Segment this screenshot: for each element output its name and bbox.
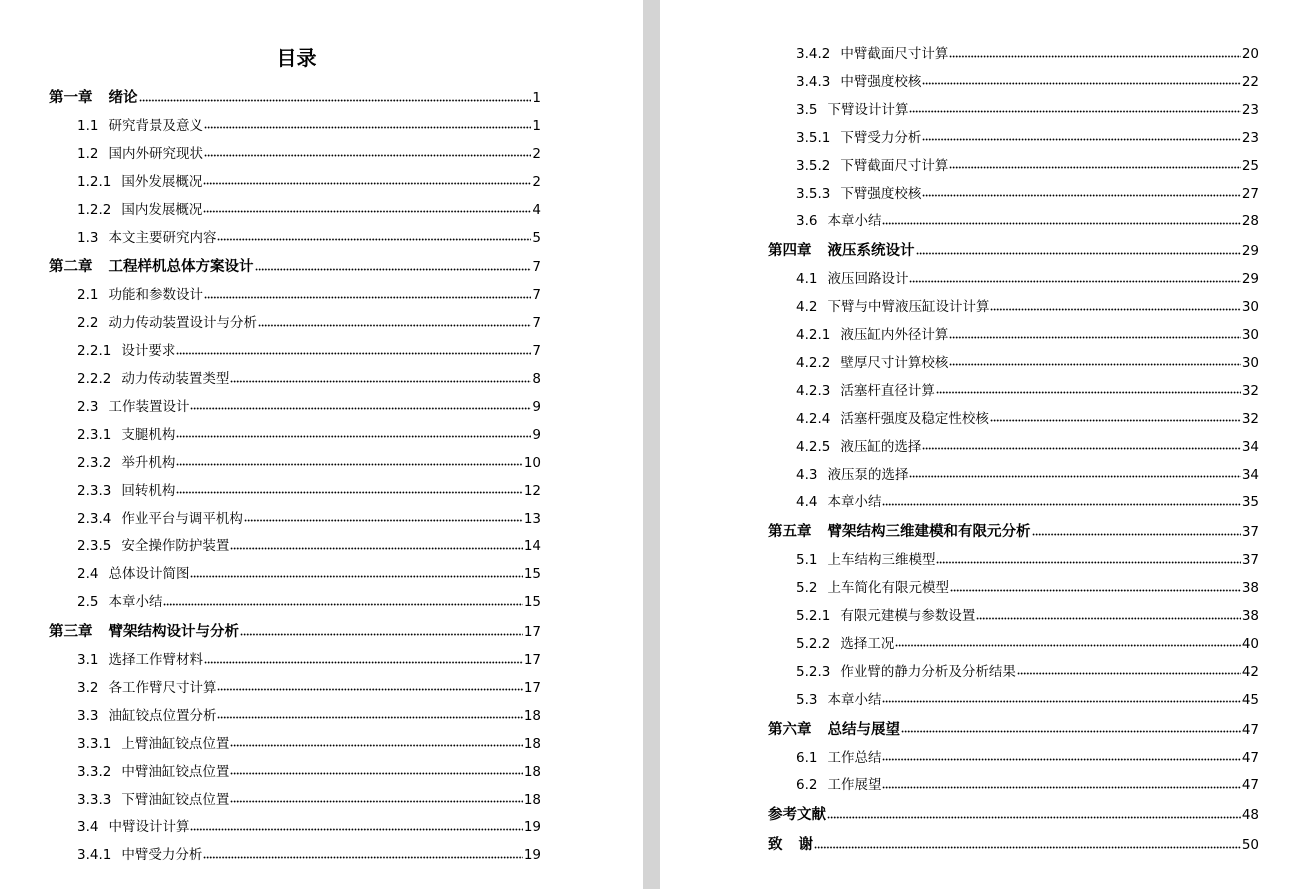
toc-entry-page-number: 34 — [1241, 466, 1259, 483]
toc-entry-page-number: 1 — [532, 117, 541, 134]
toc-entry-title: 下臂受力分析 — [840, 129, 922, 146]
toc-entry-number: 3.4.1 — [77, 847, 112, 864]
toc-entry-title: 举升机构 — [121, 454, 176, 471]
toc-entry-page-number: 25 — [1241, 157, 1259, 174]
toc-entry-title: 动力传动装置类型 — [121, 371, 230, 387]
toc-entry[interactable] — [77, 677, 541, 697]
dot-leader — [990, 305, 1240, 313]
toc-entry-title: 下臂强度校核 — [840, 185, 922, 202]
dot-leader — [203, 180, 531, 188]
toc-entry-number: 1.2.2 — [77, 201, 112, 218]
toc-entry-page-number: 29 — [1241, 243, 1259, 260]
toc-entry-number: 2.3 — [77, 398, 99, 415]
toc-entry-title: 谢 — [798, 837, 813, 854]
dot-leader — [230, 770, 522, 778]
toc-entry-page-number: 47 — [1241, 749, 1259, 766]
dot-leader — [909, 277, 1240, 285]
dot-leader — [217, 686, 522, 694]
dot-leader — [949, 52, 1240, 60]
toc-entry[interactable] — [77, 535, 541, 555]
toc-entry[interactable] — [768, 521, 1259, 541]
toc-entry-title: 作业臂的静力分析及分析结果 — [840, 663, 1016, 680]
dot-leader — [163, 600, 522, 608]
dot-leader — [936, 389, 1241, 397]
toc-entry[interactable] — [77, 705, 541, 725]
dot-leader — [950, 586, 1241, 594]
toc-entry-number: 5.2.1 — [796, 608, 831, 624]
toc-entry-number: 1.3 — [77, 229, 99, 246]
dot-leader — [922, 445, 1240, 453]
toc-entry-title: 活塞杆强度及稳定性校核 — [840, 410, 989, 427]
dot-leader — [176, 461, 522, 469]
toc-entry-number: 3.6 — [796, 213, 818, 230]
toc-entry-title: 本文主要研究内容 — [108, 229, 217, 246]
dot-leader — [190, 825, 522, 833]
toc-entry[interactable] — [77, 480, 541, 500]
toc-entry-page-number: 7 — [532, 259, 541, 276]
toc-entry[interactable] — [796, 661, 1259, 681]
toc-entry[interactable] — [796, 633, 1259, 653]
dot-leader — [814, 843, 1241, 851]
toc-entry-page-number: 50 — [1241, 837, 1259, 854]
dot-leader — [949, 361, 1240, 369]
toc-entry-page-number: 15 — [523, 594, 541, 611]
dot-leader — [922, 192, 1240, 200]
toc-entry-page-number: 7 — [532, 343, 541, 360]
toc-entry-title: 总体设计简图 — [108, 566, 190, 583]
toc-entry-number: 第六章 — [768, 721, 812, 738]
toc-entry[interactable] — [796, 71, 1259, 91]
toc-entry[interactable] — [77, 761, 541, 781]
toc-entry-page-number: 18 — [523, 763, 541, 780]
toc-entry-page-number: 5 — [532, 229, 541, 246]
dot-leader — [230, 742, 522, 750]
toc-entry-number: 4.3 — [796, 466, 818, 483]
dot-leader — [901, 728, 1241, 736]
toc-entry[interactable] — [77, 424, 541, 444]
toc-entry-page-number: 18 — [523, 735, 541, 752]
toc-entry-title: 选择工作臂材料 — [108, 652, 203, 668]
toc-entry-page-number: 42 — [1241, 663, 1259, 680]
toc-entry-page-number: 23 — [1241, 129, 1259, 146]
toc-entry-title: 支腿机构 — [121, 426, 176, 443]
toc-entry-title: 各工作臂尺寸计算 — [108, 679, 217, 696]
toc-entry-title: 工作装置设计 — [108, 398, 190, 415]
toc-entry-page-number: 35 — [1241, 494, 1259, 511]
toc-entry-page-number: 9 — [532, 426, 541, 443]
toc-entry-title: 液压缸内外径计算 — [840, 327, 949, 343]
toc-entry[interactable] — [796, 408, 1259, 428]
toc-entry-title: 作业平台与调平机构 — [121, 510, 243, 527]
toc-entry-number: 4.4 — [796, 494, 818, 511]
toc-entry[interactable] — [77, 563, 541, 583]
toc-entry-number: 4.2.4 — [796, 410, 831, 427]
toc-entry[interactable] — [796, 689, 1259, 709]
toc-entry[interactable] — [796, 183, 1259, 203]
toc-entry-title: 壁厚尺寸计算校核 — [840, 354, 949, 371]
toc-entry-page-number: 38 — [1241, 580, 1259, 597]
toc-entry-page-number: 2 — [532, 145, 541, 162]
toc-entry-page-number: 17 — [523, 679, 541, 696]
toc-entry-title: 工作展望 — [827, 777, 882, 794]
toc-entry-page-number: 2 — [532, 173, 541, 190]
toc-entry-title: 国内发展概况 — [121, 201, 203, 218]
toc-entry[interactable] — [49, 256, 541, 276]
toc-page-right — [660, 0, 1296, 889]
dot-leader — [922, 80, 1240, 88]
toc-entry[interactable] — [796, 491, 1259, 511]
toc-title: 目录 — [276, 46, 317, 70]
toc-entry[interactable] — [796, 99, 1259, 119]
dot-leader — [176, 349, 531, 357]
dot-leader — [976, 614, 1240, 622]
dot-leader — [230, 377, 531, 385]
dot-leader — [1032, 530, 1241, 538]
toc-entry-title: 安全操作防护装置 — [121, 538, 230, 555]
toc-entry[interactable] — [77, 591, 541, 611]
dot-leader — [255, 265, 532, 273]
toc-entry-number: 3.4.3 — [796, 73, 831, 90]
dot-leader — [990, 417, 1241, 425]
toc-entry-title: 下臂与中臂液压缸设计计算 — [827, 299, 990, 316]
toc-entry-title: 本章小结 — [827, 213, 882, 230]
toc-entry[interactable] — [796, 747, 1259, 767]
toc-entry-page-number: 34 — [1241, 438, 1259, 455]
toc-entry-page-number: 18 — [523, 707, 541, 724]
toc-entry-page-number: 37 — [1241, 524, 1259, 541]
toc-entry-number: 2.3.3 — [77, 482, 112, 499]
toc-entry-page-number: 17 — [523, 624, 541, 641]
toc-entry-title: 下臂截面尺寸计算 — [840, 157, 949, 174]
toc-entry-number: 3.3.3 — [77, 791, 112, 808]
toc-entry-number: 3.5 — [796, 101, 818, 118]
toc-entry-number: 3.2 — [77, 679, 99, 696]
toc-entry-number: 3.5.3 — [796, 185, 831, 202]
toc-entry-title: 研究背景及意义 — [108, 117, 203, 134]
toc-entry[interactable] — [796, 43, 1259, 63]
toc-entry[interactable] — [77, 199, 541, 219]
toc-entry-title: 中臂油缸铰点位置 — [121, 763, 230, 780]
toc-entry-number: 3.5.2 — [796, 157, 831, 174]
toc-entry[interactable] — [768, 719, 1259, 739]
toc-entry-number: 3.1 — [77, 652, 99, 668]
toc-entry-title: 中臂强度校核 — [840, 73, 922, 90]
toc-entry[interactable] — [77, 452, 541, 472]
toc-entry-title: 臂架结构设计与分析 — [108, 624, 239, 641]
dot-leader — [204, 124, 531, 132]
toc-entry-number: 2.2.2 — [77, 371, 112, 387]
toc-entry-title: 绪论 — [108, 90, 138, 106]
toc-entry-page-number: 19 — [523, 819, 541, 836]
toc-entry-number: 3.3.1 — [77, 735, 112, 752]
toc-page-left — [0, 0, 643, 889]
dot-leader — [190, 572, 522, 580]
toc-entry-page-number: 40 — [1241, 635, 1259, 652]
toc-entry-number: 5.2 — [796, 580, 818, 597]
toc-entry-title: 液压缸的选择 — [840, 438, 922, 455]
toc-entry-title: 国外发展概况 — [121, 173, 203, 190]
toc-entry-page-number: 30 — [1241, 354, 1259, 371]
toc-entry-number: 6.2 — [796, 777, 818, 794]
toc-entry-title: 中臂截面尺寸计算 — [840, 46, 949, 62]
toc-entry-number: 3.3 — [77, 707, 99, 724]
toc-entry[interactable] — [768, 804, 1259, 824]
toc-entry[interactable] — [77, 508, 541, 528]
dot-leader — [204, 152, 531, 160]
toc-entry-number: 致 — [768, 837, 783, 854]
dot-leader — [882, 219, 1240, 227]
toc-entry-number: 5.2.2 — [796, 635, 831, 652]
toc-entry[interactable] — [796, 436, 1259, 456]
toc-entry[interactable] — [796, 296, 1259, 316]
toc-entry[interactable] — [796, 324, 1259, 344]
toc-entry-page-number: 27 — [1241, 185, 1259, 202]
toc-entry-title: 本章小结 — [827, 691, 882, 708]
dot-leader — [882, 756, 1240, 764]
toc-entry-title: 上车结构三维模型 — [827, 552, 936, 569]
toc-entry-page-number: 7 — [532, 287, 541, 304]
toc-entry-page-number: 13 — [523, 510, 541, 527]
dot-leader — [203, 853, 522, 861]
toc-entry-title: 液压泵的选择 — [827, 466, 909, 483]
toc-entry-number: 第四章 — [768, 243, 812, 260]
toc-entry-number: 2.2.1 — [77, 343, 112, 360]
toc-entry-page-number: 30 — [1241, 299, 1259, 316]
toc-entry-page-number: 48 — [1241, 807, 1259, 824]
toc-entry-page-number: 18 — [523, 791, 541, 808]
toc-entry-page-number: 19 — [523, 847, 541, 864]
toc-entry-page-number: 9 — [532, 398, 541, 415]
toc-entry-title: 中臂受力分析 — [121, 847, 203, 864]
toc-entry-title: 动力传动装置设计与分析 — [108, 315, 257, 332]
toc-entry[interactable] — [796, 127, 1259, 147]
toc-entry-number: 1.1 — [77, 117, 99, 134]
dot-leader — [204, 658, 523, 666]
toc-entry-page-number: 47 — [1241, 777, 1259, 794]
toc-entry[interactable] — [77, 143, 541, 163]
page-gutter — [643, 0, 660, 889]
toc-entry-title: 参考文献 — [768, 807, 826, 824]
toc-entry[interactable] — [796, 352, 1259, 372]
toc-entry-page-number: 14 — [523, 538, 541, 555]
toc-entry-title: 回转机构 — [121, 482, 176, 499]
toc-entry[interactable] — [796, 155, 1259, 175]
dot-leader — [258, 321, 531, 329]
toc-entry-title: 上车简化有限元模型 — [827, 580, 949, 597]
toc-entry-page-number: 38 — [1241, 608, 1259, 624]
toc-entry[interactable] — [77, 284, 541, 304]
toc-entry-page-number: 17 — [523, 652, 541, 668]
toc-entry-title: 有限元建模与参数设置 — [840, 608, 976, 624]
dot-leader — [190, 405, 531, 413]
toc-entry-page-number: 4 — [532, 201, 541, 218]
toc-entry-number: 5.1 — [796, 552, 818, 569]
toc-entry[interactable] — [796, 549, 1259, 569]
toc-entry[interactable] — [77, 312, 541, 332]
toc-entry-title: 国内外研究现状 — [108, 145, 203, 162]
toc-entry-page-number: 1 — [532, 90, 541, 106]
dot-leader — [217, 714, 522, 722]
dot-leader — [176, 433, 531, 441]
dot-leader — [204, 293, 531, 301]
toc-entry-page-number: 10 — [523, 454, 541, 471]
toc-entry[interactable] — [77, 227, 541, 247]
toc-entry[interactable] — [77, 649, 541, 669]
toc-entry-title: 活塞杆直径计算 — [840, 382, 935, 399]
dot-leader — [230, 798, 522, 806]
toc-entry[interactable] — [768, 834, 1259, 854]
toc-entry-number: 第一章 — [49, 90, 93, 106]
toc-entry-number: 第五章 — [768, 524, 812, 541]
toc-entry[interactable] — [77, 844, 541, 864]
toc-entry-page-number: 32 — [1241, 382, 1259, 399]
dot-leader — [936, 558, 1240, 566]
toc-entry-title: 液压系统设计 — [827, 243, 915, 260]
toc-entry[interactable] — [796, 210, 1259, 230]
toc-entry-number: 4.2.1 — [796, 327, 831, 343]
toc-entry-page-number: 20 — [1241, 46, 1259, 62]
toc-entry-title: 功能和参数设计 — [108, 287, 203, 304]
toc-entry-number: 2.1 — [77, 287, 99, 304]
toc-entry-number: 第二章 — [49, 259, 93, 276]
toc-entry-page-number: 37 — [1241, 552, 1259, 569]
toc-entry-number: 4.2.3 — [796, 382, 831, 399]
dot-leader — [244, 517, 523, 525]
toc-entry[interactable] — [77, 340, 541, 360]
dot-leader — [882, 698, 1240, 706]
dot-leader — [895, 642, 1240, 650]
toc-entry-page-number: 29 — [1241, 271, 1259, 288]
toc-entry-page-number: 15 — [523, 566, 541, 583]
toc-entry-number: 2.5 — [77, 594, 99, 611]
toc-entry-title: 下臂油缸铰点位置 — [121, 791, 230, 808]
toc-entry[interactable] — [49, 87, 541, 107]
toc-entry-number: 5.3 — [796, 691, 818, 708]
dot-leader — [827, 813, 1241, 821]
toc-entry-number: 2.2 — [77, 315, 99, 332]
toc-entry-page-number: 32 — [1241, 410, 1259, 427]
dot-leader — [230, 544, 522, 552]
toc-entry-number: 4.1 — [796, 271, 818, 288]
toc-entry[interactable] — [796, 577, 1259, 597]
toc-entry-title: 工程样机总体方案设计 — [108, 259, 254, 276]
toc-entry-page-number: 8 — [532, 371, 541, 387]
toc-entry-number: 2.3.4 — [77, 510, 112, 527]
toc-entry-title: 中臂设计计算 — [108, 819, 190, 836]
toc-entry[interactable] — [796, 464, 1259, 484]
toc-entry-number: 3.5.1 — [796, 129, 831, 146]
toc-entry[interactable] — [77, 816, 541, 836]
toc-entry-title: 液压回路设计 — [827, 271, 909, 288]
toc-entry[interactable] — [77, 115, 541, 135]
toc-entry-title: 本章小结 — [827, 494, 882, 511]
toc-entry[interactable] — [49, 621, 541, 641]
dot-leader — [1017, 670, 1241, 678]
toc-entry-number: 5.2.3 — [796, 663, 831, 680]
toc-entry-number: 3.4 — [77, 819, 99, 836]
toc-entry-number: 第三章 — [49, 624, 93, 641]
toc-entry-page-number: 45 — [1241, 691, 1259, 708]
dot-leader — [882, 783, 1240, 791]
toc-entry-title: 上臂油缸铰点位置 — [121, 735, 230, 752]
toc-entry-page-number: 30 — [1241, 327, 1259, 343]
dot-leader — [916, 249, 1241, 257]
toc-entry[interactable] — [77, 171, 541, 191]
dot-leader — [949, 164, 1240, 172]
toc-entry-title: 下臂设计计算 — [827, 101, 909, 118]
toc-entry-page-number: 7 — [532, 315, 541, 332]
toc-entry-page-number: 28 — [1241, 213, 1259, 230]
toc-entry[interactable] — [77, 733, 541, 753]
toc-entry-number: 2.4 — [77, 566, 99, 583]
toc-entry-number: 2.3.2 — [77, 454, 112, 471]
toc-entry-number: 3.4.2 — [796, 46, 831, 62]
dot-leader — [217, 236, 531, 244]
toc-entry-page-number: 12 — [523, 482, 541, 499]
toc-entry[interactable] — [796, 605, 1259, 625]
toc-entry[interactable] — [796, 380, 1259, 400]
toc-entry-title: 本章小结 — [108, 594, 163, 611]
toc-entry-title: 油缸铰点位置分析 — [108, 707, 217, 724]
dot-leader — [882, 500, 1240, 508]
toc-entry[interactable] — [77, 368, 541, 388]
toc-entry-number: 3.3.2 — [77, 763, 112, 780]
toc-entry[interactable] — [768, 240, 1259, 260]
dot-leader — [909, 108, 1240, 116]
toc-entry-number: 1.2 — [77, 145, 99, 162]
dot-leader — [139, 96, 532, 104]
toc-entry-page-number: 22 — [1241, 73, 1259, 90]
toc-entry-number: 4.2.2 — [796, 354, 831, 371]
toc-entry-page-number: 47 — [1241, 721, 1259, 738]
toc-entry[interactable] — [796, 268, 1259, 288]
dot-leader — [909, 473, 1240, 481]
toc-entry-number: 4.2.5 — [796, 438, 831, 455]
toc-entry-title: 总结与展望 — [827, 721, 900, 738]
toc-entry[interactable] — [77, 396, 541, 416]
toc-entry-title: 设计要求 — [121, 343, 176, 360]
dot-leader — [240, 630, 523, 638]
toc-entry-number: 2.3.1 — [77, 426, 112, 443]
dot-leader — [922, 136, 1240, 144]
toc-entry-title: 工作总结 — [827, 749, 882, 766]
toc-entry-number: 4.2 — [796, 299, 818, 316]
dot-leader — [203, 208, 531, 216]
toc-entry-title: 臂架结构三维建模和有限元分析 — [827, 524, 1031, 541]
toc-entry-number: 1.2.1 — [77, 173, 112, 190]
toc-entry-title: 选择工况 — [840, 635, 895, 652]
toc-entry[interactable] — [77, 789, 541, 809]
dot-leader — [949, 333, 1240, 341]
toc-entry-number: 2.3.5 — [77, 538, 112, 555]
toc-entry[interactable] — [796, 774, 1259, 794]
dot-leader — [176, 489, 522, 497]
toc-entry-page-number: 23 — [1241, 101, 1259, 118]
toc-entry-number: 6.1 — [796, 749, 818, 766]
